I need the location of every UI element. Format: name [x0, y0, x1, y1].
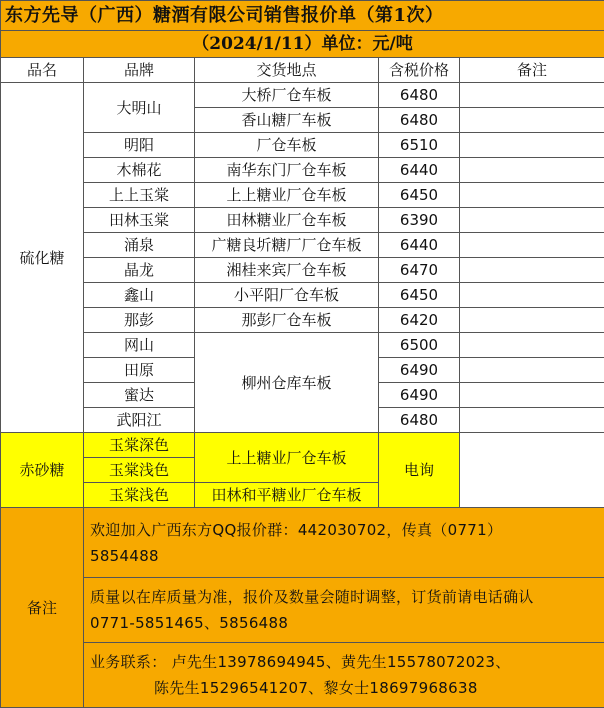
- remark-cell: [460, 383, 604, 408]
- brand-cell: 网山: [84, 333, 195, 358]
- brand-cell: 田原: [84, 358, 195, 383]
- notes-quality-line-1: 质量以在库质量为准，报价及数量会随时调整，订货前请电话确认: [90, 584, 598, 610]
- price-cell: 6470: [379, 258, 460, 283]
- remark-cell: [460, 333, 604, 358]
- price-cell: 6490: [379, 383, 460, 408]
- location-cell: 小平阳厂仓车板: [195, 283, 379, 308]
- notes-qq-line-1: 欢迎加入广西东方QQ报价群：442030702，传真（0771）: [90, 517, 598, 543]
- product-red-sugar: 赤砂糖: [1, 433, 84, 508]
- header-product: 品名: [1, 58, 84, 83]
- location-cell: 南华东门厂仓车板: [195, 158, 379, 183]
- price-cell: 6440: [379, 158, 460, 183]
- location-cell: 那彭厂仓车板: [195, 308, 379, 333]
- price-cell: 6420: [379, 308, 460, 333]
- brand-cell: 鑫山: [84, 283, 195, 308]
- location-cell: 广糖良圻糖厂厂仓车板: [195, 233, 379, 258]
- remark-cell: [460, 308, 604, 333]
- remark-cell: [460, 83, 604, 108]
- price-cell: 6480: [379, 108, 460, 133]
- remark-cell: [460, 258, 604, 283]
- brand-cell: 木棉花: [84, 158, 195, 183]
- remark-cell: [460, 358, 604, 383]
- notes-contacts: [84, 643, 604, 708]
- location-cell: 大桥厂仓车板: [195, 83, 379, 108]
- price-cell: 6480: [379, 83, 460, 108]
- table-row: [1, 333, 604, 358]
- price-cell: 6500: [379, 333, 460, 358]
- remark-cell: [460, 208, 604, 233]
- brand-cell: 涌泉: [84, 233, 195, 258]
- remark-cell: [460, 433, 604, 508]
- price-cell: 6450: [379, 183, 460, 208]
- header-brand: 品牌: [84, 58, 195, 83]
- table-row: [1, 158, 604, 183]
- document-title: 东方先导（广西）糖酒有限公司销售报价单（第1次）: [1, 1, 604, 31]
- date-unit-subtitle: （2024/1/11）单位：元/吨: [1, 31, 604, 58]
- notes-qq-group: [84, 508, 604, 578]
- location-cell: 柳州仓库车板: [195, 333, 379, 433]
- header-row: [1, 58, 604, 83]
- header-price: 含税价格: [379, 58, 460, 83]
- brand-cell: 那彭: [84, 308, 195, 333]
- table-row: [1, 133, 604, 158]
- header-location: 交货地点: [195, 58, 379, 83]
- table-row: [1, 308, 604, 333]
- table-row: [1, 208, 604, 233]
- header-remark: 备注: [460, 58, 604, 83]
- remark-cell: [460, 108, 604, 133]
- product-white-sugar: 硫化糖: [1, 83, 84, 433]
- remark-cell: [460, 283, 604, 308]
- notes-contacts-line-2: 陈先生15296541207、黎女士18697968638: [90, 675, 598, 701]
- table-row: [1, 183, 604, 208]
- remark-cell: [460, 408, 604, 433]
- remark-cell: [460, 158, 604, 183]
- location-cell: 厂仓车板: [195, 133, 379, 158]
- brand-cell: 大明山: [84, 83, 195, 133]
- price-cell: 6490: [379, 358, 460, 383]
- price-cell: 6510: [379, 133, 460, 158]
- brand-cell: 晶龙: [84, 258, 195, 283]
- notes-quality: [84, 578, 604, 643]
- notes-quality-line-2: 0771-5851465、5856488: [90, 610, 598, 636]
- location-cell: 田林和平糖业厂仓车板: [195, 483, 379, 508]
- remark-cell: [460, 183, 604, 208]
- brand-cell: 明阳: [84, 133, 195, 158]
- brand-cell: 上上玉棠: [84, 183, 195, 208]
- brand-cell: 玉棠浅色: [84, 458, 195, 483]
- table-row: [1, 233, 604, 258]
- location-cell: 上上糖业厂仓车板: [195, 183, 379, 208]
- price-cell: 6480: [379, 408, 460, 433]
- notes-qq-line-2: 5854488: [90, 543, 598, 569]
- table-row: [1, 83, 604, 108]
- price-cell: 6440: [379, 233, 460, 258]
- notes-label: 备注: [1, 508, 84, 708]
- table-row: [1, 433, 604, 458]
- price-cell: 6390: [379, 208, 460, 233]
- location-cell: 湘桂来宾厂仓车板: [195, 258, 379, 283]
- brand-cell: 田林玉棠: [84, 208, 195, 233]
- location-cell: 上上糖业厂仓车板: [195, 433, 379, 483]
- brand-cell: 玉棠深色: [84, 433, 195, 458]
- remark-cell: [460, 133, 604, 158]
- table-row: [1, 258, 604, 283]
- location-cell: 香山糖厂车板: [195, 108, 379, 133]
- table-row: [1, 283, 604, 308]
- price-inquiry-cell: 电询: [379, 433, 460, 508]
- remark-cell: [460, 233, 604, 258]
- brand-cell: 蜜达: [84, 383, 195, 408]
- location-cell: 田林糖业厂仓车板: [195, 208, 379, 233]
- brand-cell: 玉棠浅色: [84, 483, 195, 508]
- price-cell: 6450: [379, 283, 460, 308]
- notes-contacts-line-1: 业务联系： 卢先生13978694945、黄先生15578072023、: [90, 649, 598, 675]
- brand-cell: 武阳江: [84, 408, 195, 433]
